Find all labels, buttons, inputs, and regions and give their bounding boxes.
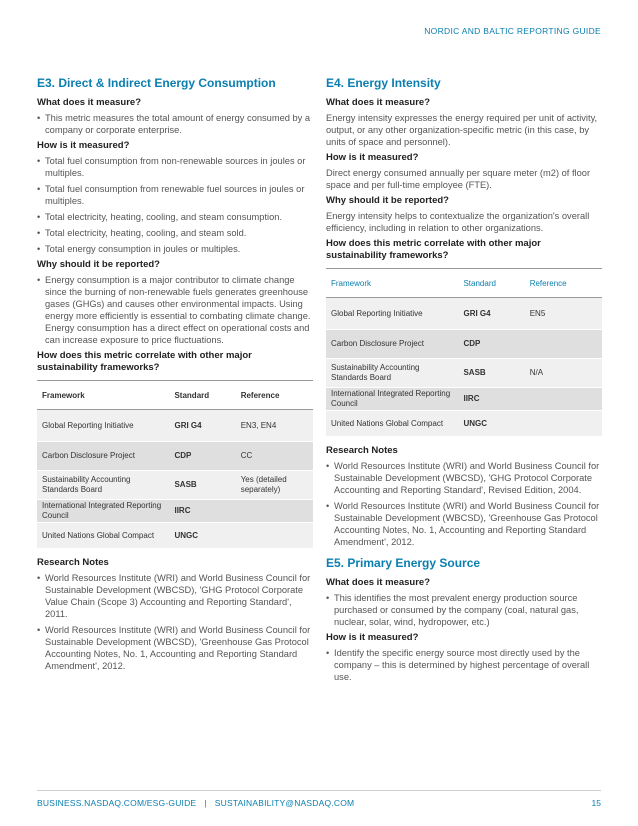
table-cell: Carbon Disclosure Project <box>37 442 169 471</box>
e3-q-frameworks: How does this metric correlate with other major sustainability frameworks? <box>37 350 252 373</box>
list-item: • Identify the specific energy source most directly used by the company – this is determined by highest percentage of overall use. <box>326 647 602 683</box>
table-cell: Sustainability Accounting Standards Board <box>37 471 169 500</box>
table-cell: SASB <box>458 359 524 388</box>
table-cell: GRI G4 <box>169 410 235 442</box>
e4-q-how: How is it measured? <box>326 152 419 163</box>
e3-q-why: Why should it be reported? <box>37 259 160 270</box>
e4-research-title: Research Notes <box>326 445 398 456</box>
table-cell: Sustainability Accounting Standards Board <box>326 359 458 388</box>
table-cell: N/A <box>525 359 602 388</box>
table-header: Reference <box>236 381 313 410</box>
table-cell: United Nations Global Compact <box>37 523 169 549</box>
e5-measure-list <box>326 592 602 628</box>
e3-why-list <box>37 274 313 346</box>
website-link[interactable]: BUSINESS.NASDAQ.COM/ESG-GUIDE <box>37 798 197 808</box>
e5-title: E5. Primary Energy Source <box>326 556 481 570</box>
table-cell: GRI G4 <box>458 298 524 330</box>
e3-research-list <box>37 572 313 672</box>
e4-q-measure: What does it measure? <box>326 97 430 108</box>
table-header: Standard <box>169 381 235 410</box>
list-item: • Total electricity, heating, cooling, and steam consumption. <box>37 211 313 223</box>
list-item: • World Resources Institute (WRI) and World Business Council for Sustainable Development (WBCSD), 'Greenhouse Gas Protocol Accounting Notes, No. 1, Accounting and Reporting Standard Amendment', 2012. <box>326 500 602 548</box>
table-row <box>37 442 313 471</box>
table-cell: IIRC <box>458 388 524 411</box>
e5-q-measure: What does it measure? <box>326 577 430 588</box>
table-cell: CDP <box>169 442 235 471</box>
e3-measure-list <box>37 112 313 136</box>
footer-divider <box>37 790 601 791</box>
table-row <box>37 471 313 500</box>
table-header-row <box>37 381 313 410</box>
list-item: • This metric measures the total amount of energy consumed by a company or corporate enterprise. <box>37 112 313 136</box>
e3-how-list <box>37 155 313 255</box>
table-row <box>326 411 602 437</box>
table-row <box>326 388 602 411</box>
table-cell: Yes (detailed separately) <box>236 471 313 500</box>
table-cell: IIRC <box>169 500 235 523</box>
table-cell <box>236 523 313 549</box>
list-item: • Total fuel consumption from renewable fuel sources in joules or multiples. <box>37 183 313 207</box>
table-cell: UNGC <box>458 411 524 437</box>
table-cell: Carbon Disclosure Project <box>326 330 458 359</box>
table-cell <box>525 330 602 359</box>
list-item: • World Resources Institute (WRI) and World Business Council for Sustainable Development (WBCSD), 'GHG Protocol Corporate Value Chain (Scope 3) Accounting and Reporting Standard', 2011. <box>37 572 313 620</box>
table-row <box>37 500 313 523</box>
table-row <box>37 523 313 549</box>
table-cell: Global Reporting Initiative <box>37 410 169 442</box>
e3-research-title: Research Notes <box>37 557 109 568</box>
footer-links <box>37 798 354 808</box>
table-cell <box>236 500 313 523</box>
table-cell: CC <box>236 442 313 471</box>
e5-how-list <box>326 647 602 683</box>
list-item: • Total energy consumption in joules or multiples. <box>37 243 313 255</box>
e4-q-frameworks: How does this metric correlate with other major sustainability frameworks? <box>326 238 541 261</box>
e4-measure-text: Energy intensity expresses the energy required per unit of activity, output, or any other organization-specific metric (in this case, by units of space and personnel). <box>326 113 598 147</box>
e4-research-list <box>326 460 602 548</box>
list-item: • Energy consumption is a major contributor to climate change since the burning of non-renewable fuels generates greenhouse gases (GHGs) and causes other environmental impacts. Using energy more efficiently is essential to combating climate change. Energy consumption has a direct effect on operational costs and can increase exposure to price fluctuations. <box>37 274 313 346</box>
table-row <box>326 298 602 330</box>
document-header: NORDIC AND BALTIC REPORTING GUIDE <box>424 26 601 36</box>
e3-title: E3. Direct & Indirect Energy Consumption <box>37 76 276 90</box>
page-number: 15 <box>591 798 601 808</box>
table-cell <box>525 411 602 437</box>
e5-q-how: How is it measured? <box>326 632 419 643</box>
table-cell: EN5 <box>525 298 602 330</box>
e3-q-how: How is it measured? <box>37 140 130 151</box>
table-row <box>326 359 602 388</box>
right-column <box>326 76 602 687</box>
list-item: • This identifies the most prevalent energy production source purchased or consumed by the company (coal, natural gas, nuclear, solar, wind, hydropower, etc.) <box>326 592 602 628</box>
left-column <box>37 76 313 676</box>
table-cell: CDP <box>458 330 524 359</box>
table-cell: UNGC <box>169 523 235 549</box>
table-header: Reference <box>525 269 602 298</box>
e4-how-text: Direct energy consumed annually per square meter (m2) of floor space and per full-time employee (FTE). <box>326 168 591 190</box>
email-link[interactable]: SUSTAINABILITY@NASDAQ.COM <box>214 798 355 808</box>
list-item: • Total electricity, heating, cooling, and steam sold. <box>37 227 313 239</box>
e4-title: E4. Energy Intensity <box>326 76 441 90</box>
e4-q-why: Why should it be reported? <box>326 195 449 206</box>
e3-frameworks-table <box>37 380 313 549</box>
table-header: Framework <box>37 381 169 410</box>
e4-why-text: Energy intensity helps to contextualize the organization's overall efficiency, including in relation to other organizations. <box>326 211 590 233</box>
table-cell: United Nations Global Compact <box>326 411 458 437</box>
table-cell: SASB <box>169 471 235 500</box>
table-header-row <box>326 269 602 298</box>
table-cell: EN3, EN4 <box>236 410 313 442</box>
list-item: • Total fuel consumption from non-renewable sources in joules or multiples. <box>37 155 313 179</box>
e4-frameworks-table <box>326 268 602 437</box>
list-item: • World Resources Institute (WRI) and World Business Council for Sustainable Development (WBCSD), 'GHG Protocol Corporate Accounting and Reporting Standard', Revised Edition, 2004. <box>326 460 602 496</box>
table-cell <box>525 388 602 411</box>
table-cell: International Integrated Reporting Council <box>326 388 458 411</box>
table-row <box>326 330 602 359</box>
table-header: Standard <box>458 269 524 298</box>
e3-q-measure: What does it measure? <box>37 97 141 108</box>
table-cell: Global Reporting Initiative <box>326 298 458 330</box>
table-row <box>37 410 313 442</box>
footer-separator: | <box>204 798 207 808</box>
list-item: • World Resources Institute (WRI) and World Business Council for Sustainable Development (WBCSD), 'Greenhouse Gas Protocol Accounting Notes, No. 1, Accounting and Reporting Standard Amendment', 2012. <box>37 624 313 672</box>
table-cell: International Integrated Reporting Council <box>37 500 169 523</box>
table-header: Framework <box>326 269 458 298</box>
